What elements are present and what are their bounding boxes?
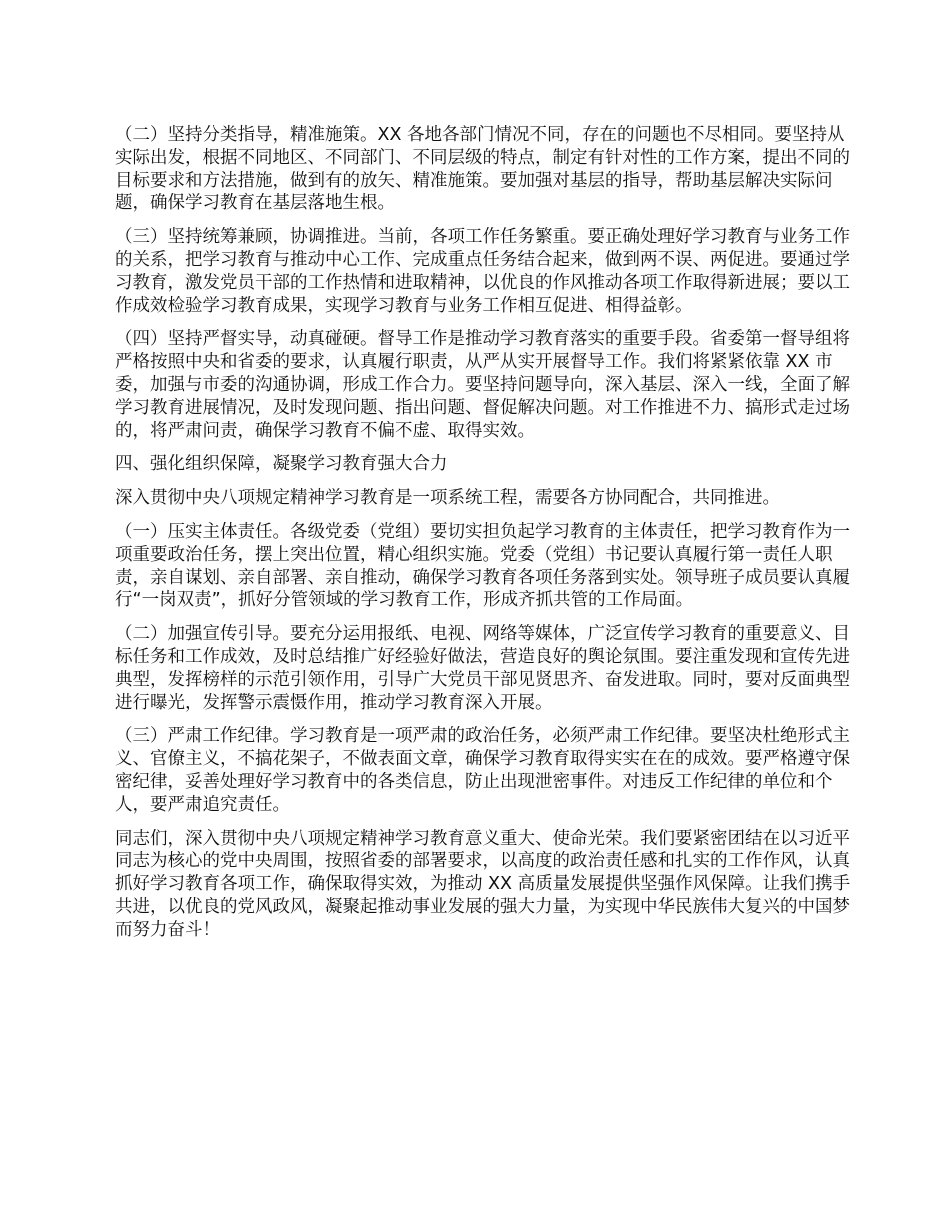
document-page — [115, 124, 857, 953]
paragraph-systematic-project: 深入贯彻中央八项规定精神学习教育是一项系统工程，需要各方协同配合，共同推进。 — [115, 488, 780, 509]
paragraph-strict-supervision: （四）坚持严督实导，动真碰硬。督导工作是推动学习教育落实的重要手段。省委第一督导组将严格按照中央和省委的要求，认真履行职责，从严从实开展督导工作。我们将紧紧依靠 XX 市委，加强与市委的沟通协调，形成工作合力。要坚持问题导向，深入基层、深入一线，全面了解学习教育进展情况，及时发现问题、指出问题、督促解决问题。对工作推进不力、搞形式走过场的，将严肃问责，确保学习教育不偏不虚、取得实效。 — [115, 329, 850, 441]
section-heading-organizational-guarantee: 四、强化组织保障，凝聚学习教育强大合力 — [115, 454, 448, 475]
paragraph-overall-coordination: （三）坚持统筹兼顾，协调推进。当前，各项工作任务繁重。要正确处理好学习教育与业务工作的关系，把学习教育与推动中心工作、完成重点任务结合起来，做到两不误、两促进。要通过学习教育，激发党员干部的工作热情和进取精神，以优良的作风推动各项工作取得新进展；要以工作成效检验学习教育成果，实现学习教育与业务工作相互促进、相得益彰。 — [115, 227, 850, 316]
paragraph-publicity-guidance: （二）加强宣传引导。要充分运用报纸、电视、网络等媒体，广泛宣传学习教育的重要意义、目标任务和工作成效，及时总结推广好经验好做法，营造良好的舆论氛围。要注重发现和宣传先进典型，发挥榜样的示范引领作用，引导广大党员干部见贤思齐、奋发进取。同时，要对反面典型进行曝光，发挥警示震慑作用，推动学习教育深入开展。 — [115, 624, 850, 713]
paragraph-closing-remarks: 同志们，深入贯彻中央八项规定精神学习教育意义重大、使命光荣。我们要紧密团结在以习近平同志为核心的党中央周围，按照省委的部署要求，以高度的政治责任感和扎实的工作作风，认真抓好学习教育各项工作，确保取得实效，为推动 XX 高质量发展提供坚强作风保障。让我们携手共进，以优良的党风政风，凝聚起推动事业发展的强大力量，为实现中华民族伟大复兴的中国梦而努力奋斗！ — [115, 828, 851, 940]
paragraph-classified-guidance: （二）坚持分类指导，精准施策。XX 各地各部门情况不同，存在的问题也不尽相同。要坚持从实际出发，根据不同地区、不同部门、不同层级的特点，制定有针对性的工作方案，提出不同的目标要求和方法措施，做到有的放矢、精准施策。要加强对基层的指导，帮助基层解决实际问题，确保学习教育在基层落地生根。 — [115, 125, 850, 214]
paragraph-main-responsibility: （一）压实主体责任。各级党委（党组）要切实担负起学习教育的主体责任，把学习教育作为一项重要政治任务，摆上突出位置，精心组织实施。党委（党组）书记要认真履行第一责任人职责，亲自谋划、亲自部署、亲自推动，确保学习教育各项任务落到实处。领导班子成员要认真履行“一岗双责”，抓好分管领域的学习教育工作，形成齐抓共管的工作局面。 — [115, 521, 850, 611]
paragraph-work-discipline: （三）严肃工作纪律。学习教育是一项严肃的政治任务，必须严肃工作纪律。要坚决杜绝形式主义、官僚主义，不搞花架子，不做表面文章，确保学习教育取得实实在在的成效。要严格遵守保密纪律，妥善处理好学习教育中的各类信息，防止出现泄密事件。对违反工作纪律的单位和个人，要严肃追究责任。 — [115, 726, 850, 815]
